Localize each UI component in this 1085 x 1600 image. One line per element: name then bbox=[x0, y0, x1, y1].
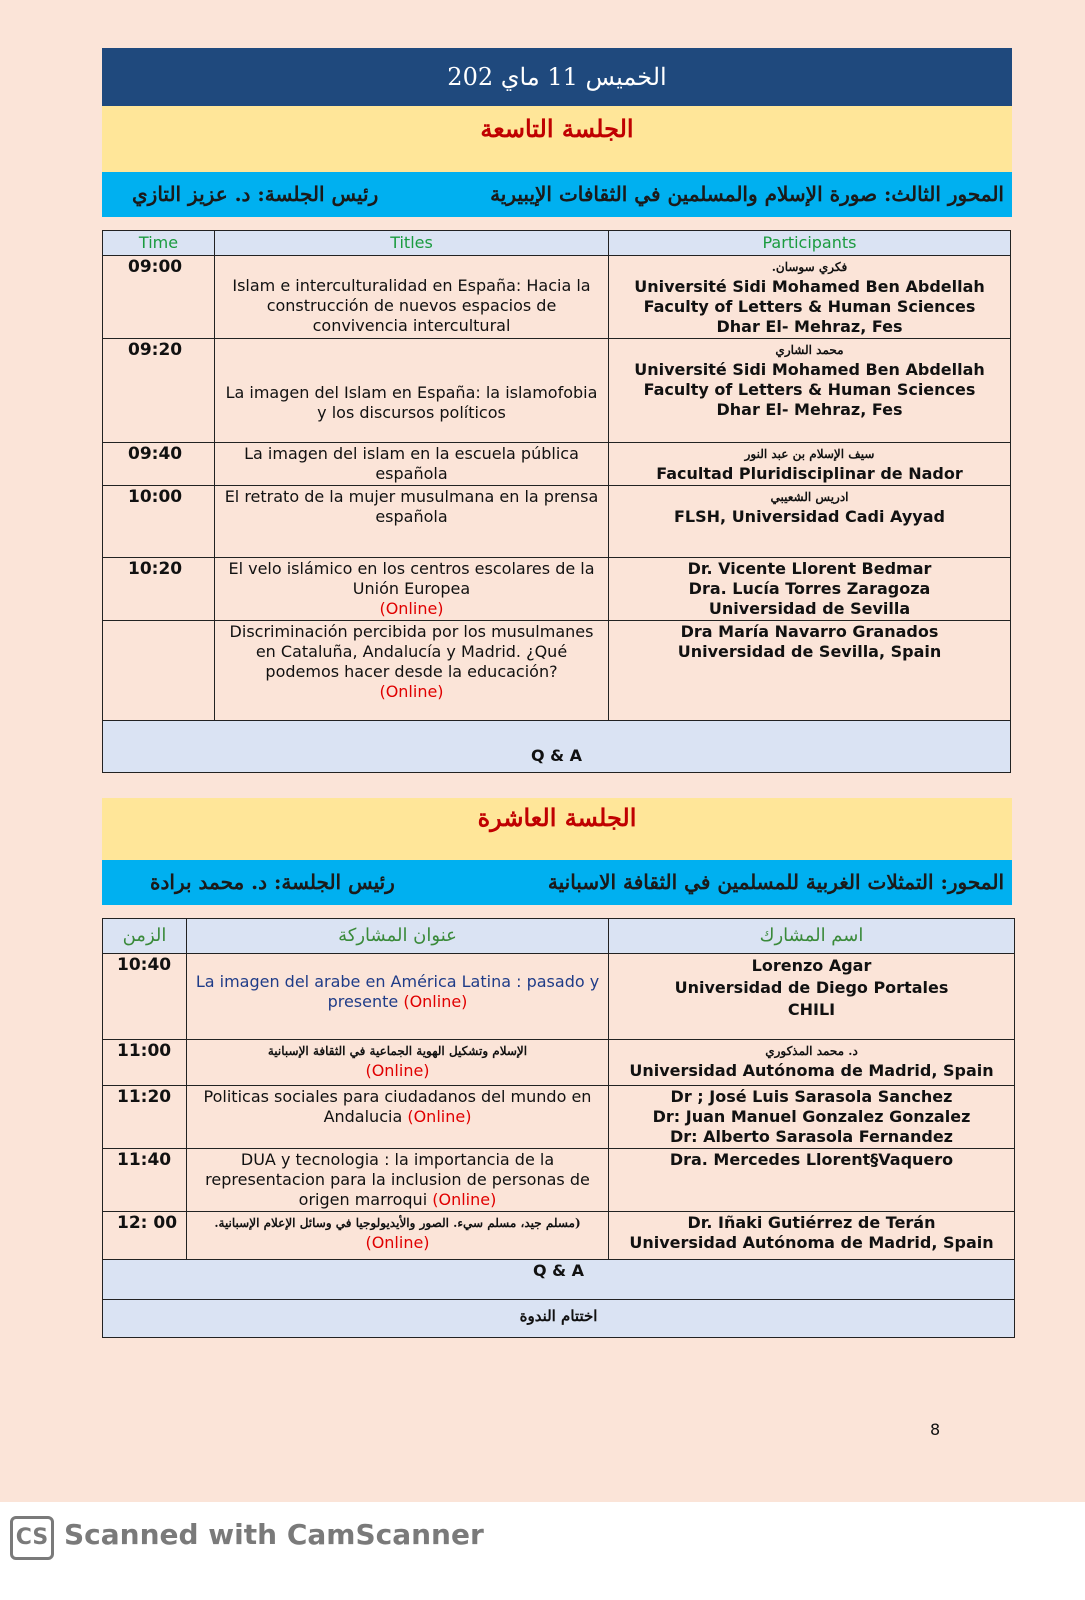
online-tag: (Online) bbox=[407, 1107, 472, 1126]
session9-chair: رئيس الجلسة: د. عزيز التازي bbox=[132, 182, 379, 206]
participant-arabic: ادريس الشعيبي bbox=[770, 490, 849, 504]
participant-affiliation: Université Sidi Mohamed Ben Abdellah Faculty of Letters & Human Sciences Dhar El- Mehraz, Fes bbox=[634, 360, 985, 419]
participant-arabic: سيف الإسلام بن عبد النور bbox=[744, 447, 875, 461]
row-time: 10:20 bbox=[103, 558, 215, 621]
title-text: Discriminación percibida por los musulmanes en Cataluña, Andalucía y Madrid. ¿Qué podemos hacer desde la educación? bbox=[229, 622, 594, 681]
participant-affiliation: Dr. Vicente Llorent Bedmar Dra. Lucía Torres Zaragoza Universidad de Sevilla bbox=[687, 559, 932, 618]
row-participant bbox=[609, 558, 1011, 621]
participant-arabic: محمد الشاري bbox=[775, 343, 844, 357]
date-header: الخميس 11 ماي 202 bbox=[102, 48, 1012, 106]
table-row bbox=[103, 1149, 1015, 1212]
row-time: 11:40 bbox=[103, 1149, 187, 1212]
row-title bbox=[187, 1040, 609, 1086]
qa-row bbox=[103, 1260, 1015, 1300]
table-header-row bbox=[103, 231, 1011, 256]
row-participant bbox=[609, 1212, 1015, 1260]
session10-axis: المحور: التمثلات الغربية للمسلمين في الثقافة الاسبانية bbox=[547, 870, 1004, 894]
online-tag: (Online) bbox=[365, 1233, 430, 1252]
row-participant bbox=[609, 339, 1011, 443]
table-row bbox=[103, 1040, 1015, 1086]
row-time: 11:20 bbox=[103, 1086, 187, 1149]
title-arabic: الإسلام وتشكيل الهوية الجماعية في الثقافة الإسبانية bbox=[267, 1044, 528, 1058]
row-participant bbox=[609, 954, 1015, 1040]
table-row bbox=[103, 621, 1011, 721]
participant-affiliation: FLSH, Universidad Cadi Ayyad bbox=[674, 507, 945, 526]
online-tag: (Online) bbox=[365, 1061, 430, 1080]
row-title bbox=[187, 1086, 609, 1149]
row-time bbox=[103, 621, 215, 721]
participant-affiliation: Dr. Iñaki Gutiérrez de Terán Universidad Autónoma de Madrid, Spain bbox=[629, 1213, 994, 1252]
title-arabic: (مسلم جيد، مسلم سيء. الصور والأيديولوجيا في وسائل الإعلام الإسبانية. bbox=[214, 1216, 581, 1230]
table-row bbox=[103, 339, 1011, 443]
table-row bbox=[103, 256, 1011, 339]
row-title: El retrato de la mujer musulmana en la prensa española bbox=[215, 486, 609, 558]
participant-affiliation: Dra María Navarro Granados Universidad de Sevilla, Spain bbox=[677, 622, 942, 661]
row-title bbox=[187, 1149, 609, 1212]
title-text: La imagen del arabe en América Latina : pasado y presente bbox=[195, 972, 600, 1011]
table-row bbox=[103, 1086, 1015, 1149]
row-time: 09:00 bbox=[103, 256, 215, 339]
session10-axis-band bbox=[102, 860, 1012, 905]
title-text: DUA y tecnologia : la importancia de la representacion para la inclusion de personas de origen marroqui bbox=[205, 1150, 590, 1209]
table-row bbox=[103, 1212, 1015, 1260]
participant-affiliation: Lorenzo Agar Universidad de Diego Portales CHILI bbox=[674, 956, 949, 1019]
participant-affiliation: Dra. Mercedes Llorent§Vaquero bbox=[669, 1150, 954, 1169]
row-title bbox=[187, 1212, 609, 1260]
title-text: Politicas sociales para ciudadanos del mundo en Andalucia bbox=[203, 1087, 592, 1126]
qa-row bbox=[103, 721, 1011, 773]
row-participant bbox=[609, 1149, 1015, 1212]
row-participant bbox=[609, 256, 1011, 339]
session9-axis-band bbox=[102, 172, 1012, 217]
row-participant bbox=[609, 1086, 1015, 1149]
table-row bbox=[103, 558, 1011, 621]
page-number: 8 bbox=[930, 1420, 941, 1439]
session10-title: الجلسة العاشرة bbox=[102, 798, 1012, 860]
row-time: 10:40 bbox=[103, 954, 187, 1040]
table-row bbox=[103, 954, 1015, 1040]
row-participant bbox=[609, 443, 1011, 486]
participant-affiliation: Universidad Autónoma de Madrid, Spain bbox=[629, 1061, 994, 1080]
table-header-row bbox=[103, 919, 1015, 954]
participant-affiliation: Université Sidi Mohamed Ben Abdellah Faculty of Letters & Human Sciences Dhar El- Mehraz, Fes bbox=[634, 277, 985, 336]
row-time: 12: 00 bbox=[103, 1212, 187, 1260]
session10-chair: رئيس الجلسة: د. محمد برادة bbox=[150, 870, 395, 894]
title-text: El velo islámico en los centros escolares de la Unión Europea bbox=[228, 559, 595, 598]
table-row bbox=[103, 486, 1011, 558]
online-tag: (Online) bbox=[379, 599, 444, 618]
session9-axis: المحور الثالث: صورة الإسلام والمسلمين في الثقافات الإيبيرية bbox=[490, 182, 1004, 206]
row-participant bbox=[609, 486, 1011, 558]
participant-affiliation: Dr ; José Luis Sarasola Sanchez Dr: Juan Manuel Gonzalez Gonzalez Dr: Alberto Sarasola Fernandez bbox=[652, 1087, 971, 1146]
table-row bbox=[103, 443, 1011, 486]
header-participants: اسم المشارك bbox=[609, 919, 1015, 954]
row-title: La imagen del Islam en España: la islamofobia y los discursos políticos bbox=[215, 339, 609, 443]
row-title bbox=[187, 954, 609, 1040]
online-tag: (Online) bbox=[379, 682, 444, 701]
row-title bbox=[215, 621, 609, 721]
header-titles: عنوان المشاركة bbox=[187, 919, 609, 954]
online-tag: (Online) bbox=[432, 1190, 497, 1209]
session9-table bbox=[102, 230, 1011, 773]
header-participants: Participants bbox=[609, 231, 1011, 256]
session9-title: الجلسة التاسعة bbox=[102, 106, 1012, 172]
row-time: 09:20 bbox=[103, 339, 215, 443]
online-tag: (Online) bbox=[403, 992, 468, 1011]
row-title: Islam e interculturalidad en España: Hacia la construcción de nuevos espacios de convivencia intercultural bbox=[215, 256, 609, 339]
header-titles: Titles bbox=[215, 231, 609, 256]
row-participant bbox=[609, 621, 1011, 721]
participant-arabic: فكري سوسان. bbox=[771, 260, 848, 274]
camscanner-watermark: Scanned with CamScanner bbox=[64, 1518, 484, 1551]
header-time: Time bbox=[103, 231, 215, 256]
camscanner-footer bbox=[0, 1502, 1085, 1600]
participant-arabic: د. محمد المذكوري bbox=[765, 1044, 858, 1058]
qa-label: Q & A bbox=[103, 721, 1011, 773]
row-title bbox=[215, 558, 609, 621]
row-participant bbox=[609, 1040, 1015, 1086]
row-time: 11:00 bbox=[103, 1040, 187, 1086]
row-time: 09:40 bbox=[103, 443, 215, 486]
qa-label: Q & A bbox=[103, 1260, 1015, 1300]
closing-row bbox=[103, 1300, 1015, 1338]
camscanner-logo-icon: CS bbox=[10, 1516, 54, 1560]
header-time: الزمن bbox=[103, 919, 187, 954]
row-title: La imagen del islam en la escuela pública española bbox=[215, 443, 609, 486]
participant-affiliation: Facultad Pluridisciplinar de Nador bbox=[656, 464, 963, 483]
row-time: 10:00 bbox=[103, 486, 215, 558]
closing-label: اختتام الندوة bbox=[103, 1300, 1015, 1338]
session10-table bbox=[102, 918, 1015, 1338]
